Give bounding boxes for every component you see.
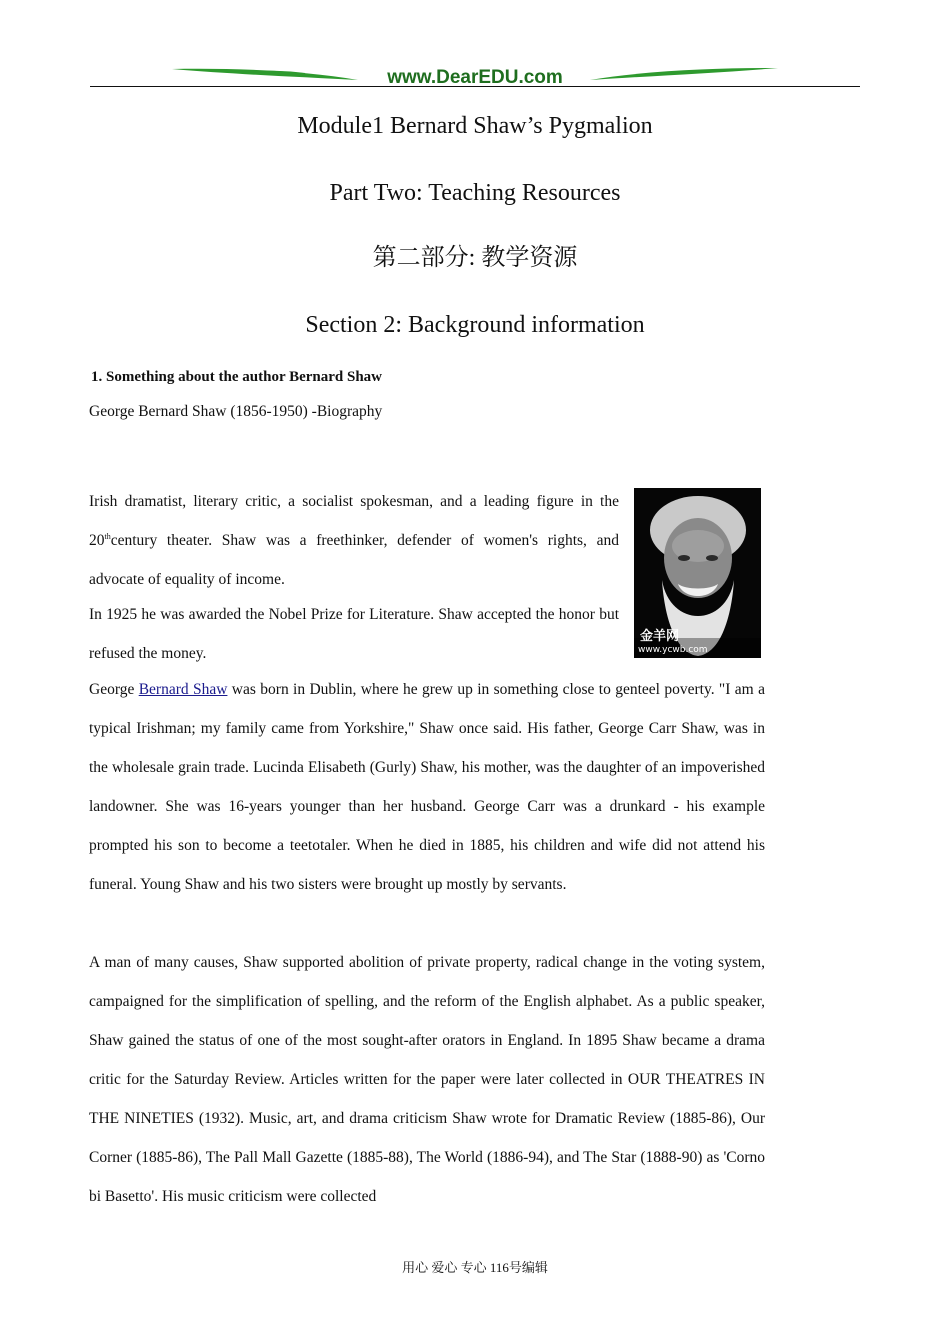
portrait-drawing [634, 488, 761, 658]
biography-line: George Bernard Shaw (1856-1950) -Biography [89, 403, 383, 420]
nobel-paragraph: In 1925 he was awarded the Nobel Prize for Literature. Shaw accepted the honor but refused the money. [89, 606, 619, 662]
banner-left-swoosh [172, 69, 358, 80]
early-life-paragraph [89, 670, 765, 904]
portrait-watermark-logo: 金羊网 [640, 629, 680, 644]
part-title: Part Two: Teaching Resources [329, 180, 621, 206]
causes-paragraph: A man of many causes, Shaw supported abolition of private property, radical change in the voting system, campaigned for the simplification of spelling, and the reform of the English alphabet. As a public speaker, Shaw gained the status of one of the most sought-after orators in England. In 1895 Shaw became a drama critic for the Saturday Review. Articles written for the paper were later collected in OUR THEATRES IN THE NINETIES (1932). Music, art, and drama criticism Shaw wrote for Dramatic Review (1885-86), Our Corner (1885-86), The Pall Mall Gazette (1885-88), The World (1886-94), and The Star (1888-90) as 'Corno bi Basetto'. His music criticism were collected [89, 954, 765, 1205]
part-title-chinese: 第二部分: 教学资源 [372, 245, 578, 271]
subheading: 1. Something about the author Bernard Shaw [91, 369, 383, 385]
module-title: Module1 Bernard Shaw’s Pygmalion [297, 113, 653, 139]
page-footer: 用心 爱心 专心 116号编辑 [402, 1260, 548, 1275]
header-rule [90, 86, 860, 87]
bernard-shaw-link[interactable]: Bernard Shaw [138, 681, 228, 698]
intro-text-a: Irish dramatist, literary critic, a socialist spokesman, and a leading figure in the 20 [89, 493, 619, 549]
born-text-a: George [89, 681, 139, 698]
banner-text: www.DearEDU.com [387, 67, 563, 88]
section-title: Section 2: Background information [305, 312, 645, 338]
portrait-watermark-url: www.ycwb.com [638, 645, 708, 655]
intro-paragraph [89, 482, 619, 599]
intro-superscript: th [104, 531, 111, 541]
shaw-portrait-photo [634, 488, 761, 658]
dearedu-banner-logo [90, 62, 860, 92]
banner-right-swoosh [590, 68, 778, 80]
born-text-b: was born in Dublin, where he grew up in something close to genteel poverty. "I am a typical Irishman; my family came from Yorkshire," Shaw once said. His father, George Carr Shaw, was in the wholesale grain trade. Lucinda Elisabeth (Gurly) Shaw, his mother, was the daughter of an impoverished landowner. She was 16-years younger than her husband. George Carr was a drunkard - his example prompted his son to become a teetotaler. When he died in 1885, his children and wife did not attend his funeral. Young Shaw and his two sisters were brought up mostly by servants. [89, 681, 765, 893]
intro-text-b: century theater. Shaw was a freethinker, defender of women's rights, and advocate of equality of income. [89, 532, 619, 588]
